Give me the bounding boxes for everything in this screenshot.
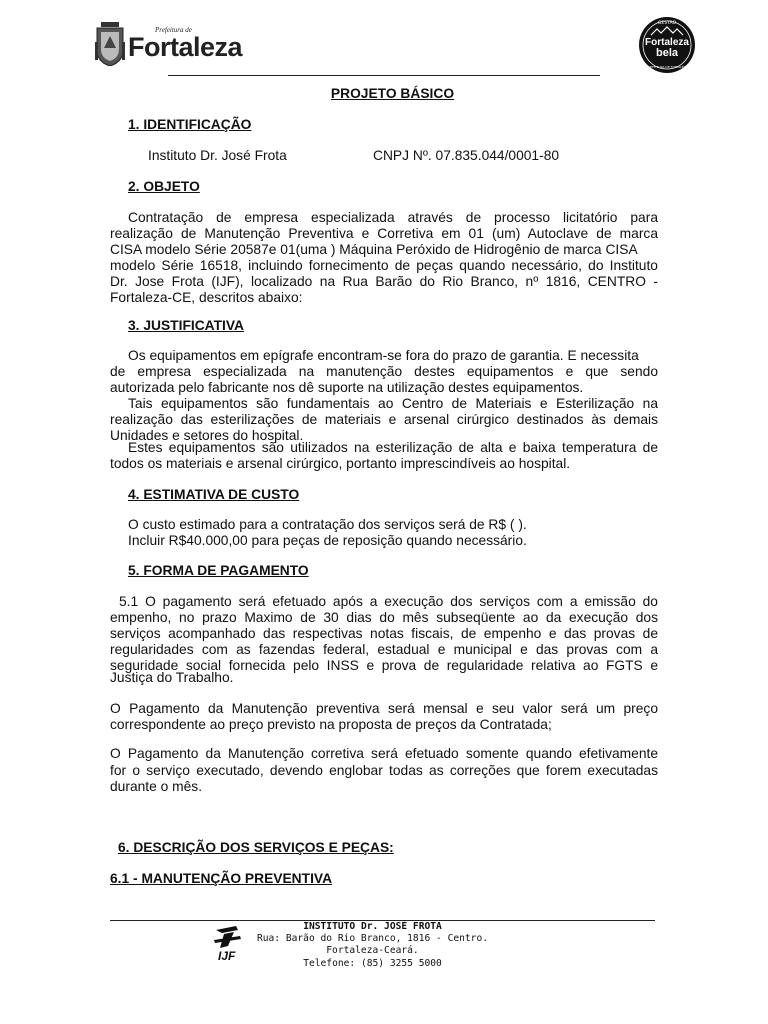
objeto-line: Fortaleza-CE, descritos abaixo: bbox=[110, 290, 303, 305]
pagamento-line: seguridade social fornecida pelo INSS e prova de regularidade relativa ao FGTS e bbox=[110, 658, 658, 673]
section-1-heading: 1. IDENTIFICAÇÃO bbox=[128, 117, 252, 132]
justificativa-line: Tais equipamentos são fundamentais ao Centro de Materiais e Esterilização na bbox=[128, 396, 658, 411]
badge-top-text: GESTÃO bbox=[657, 21, 677, 26]
footer-city: Fortaleza-Ceará. bbox=[326, 945, 419, 957]
section-4-heading: 4. ESTIMATIVA DE CUSTO bbox=[128, 487, 300, 502]
objeto-line: Contratação de empresa especializada através de processo licitatório para bbox=[128, 210, 658, 225]
document-title: PROJETO BÁSICO bbox=[330, 86, 455, 101]
custo-line: Incluir R$40.000,00 para peças de reposição quando necessário. bbox=[128, 533, 527, 548]
justificativa-line: todos os materiais e arsenal cirúrgico, portanto imprescindíveis ao hospital. bbox=[110, 456, 571, 471]
pagamento-corretiva-line: O Pagamento da Manutenção corretiva será efetuado somente quando efetivamente bbox=[110, 746, 658, 761]
pagamento-line: empenho, no prazo Maximo de 30 dias do mês subseqüente ao da execução dos bbox=[110, 610, 658, 625]
pagamento-line: serviços acompanhado das respectivas notas fiscais, de empenho e das provas de bbox=[110, 626, 658, 641]
badge-bottom-text: PREFEITURA DE FORTALEZA bbox=[646, 65, 688, 69]
city-name-label: Fortaleza bbox=[128, 32, 243, 62]
justificativa-line: autorizada pelo fabricante nos dê suporte na utilização destes equipamentos. bbox=[110, 380, 584, 395]
letterhead bbox=[0, 0, 768, 80]
objeto-line: realização de Manutenção Preventiva e Corretiva em 01 (um) Autoclave de marca bbox=[110, 226, 658, 241]
justificativa-line: Estes equipamentos são utilizados na esterilização de alta e baixa temperatura de bbox=[128, 440, 658, 455]
objeto-line: Dr. Jose Frota (IJF), localizado na Rua Barão do Rio Branco, nº 1816, CENTRO - bbox=[110, 274, 658, 289]
justificativa-line: de empresa especializada na manutenção destes equipamentos e que sendo bbox=[110, 364, 658, 379]
city-small-label: Prefeitura de bbox=[155, 26, 192, 34]
justificativa-line: Unidades e setores do hospital. bbox=[110, 428, 304, 443]
pagamento-line: regularidades com as fazendas federal, estadual e municipal e das provas com a bbox=[110, 642, 658, 657]
header-divider bbox=[168, 75, 600, 76]
institution-name: Instituto Dr. José Frota bbox=[148, 148, 287, 163]
fortaleza-bela-badge bbox=[637, 15, 697, 75]
ijf-logo-text: IJF bbox=[218, 949, 236, 963]
city-crest-icon bbox=[95, 22, 125, 66]
objeto-line: modelo Série 16518, incluindo fornecimento de peças quando necessário, do Instituto bbox=[110, 258, 658, 273]
prefeitura-fortaleza-logo bbox=[95, 22, 265, 68]
pagamento-line: Justiça do Trabalho. bbox=[110, 670, 234, 685]
section-6-1-heading: 6.1 - MANUTENÇÃO PREVENTIVA bbox=[110, 871, 333, 886]
section-2-heading: 2. OBJETO bbox=[128, 179, 200, 194]
cnpj-number: CNPJ Nº. 07.835.044/0001-80 bbox=[373, 148, 560, 163]
pagamento-preventiva-line: correspondente ao preço previsto na proposta de preços da Contratada; bbox=[110, 717, 552, 732]
pagamento-corretiva-line: for o serviço executado, devendo englobar todas as correções que forem executadas bbox=[110, 763, 658, 778]
badge-line1: Fortaleza bbox=[645, 37, 689, 48]
footer-phone: Telefone: (85) 3255 5000 bbox=[303, 957, 442, 969]
section-3-heading: 3. JUSTIFICATIVA bbox=[128, 318, 245, 333]
pagamento-line: 5.1 O pagamento será efetuado após a execução dos serviços com a emissão do bbox=[119, 594, 658, 609]
objeto-line: CISA modelo Série 20587e 01(uma ) Máquina Peróxido de Hidrogênio de marca CISA bbox=[110, 242, 638, 257]
section-6-heading: 6. DESCRIÇÃO DOS SERVIÇOS E PEÇAS: bbox=[118, 840, 394, 855]
footer-street: Rua: Barão do Rio Branco, 1816 - Centro. bbox=[256, 933, 489, 945]
badge-line2: bela bbox=[655, 47, 679, 59]
justificativa-line: Os equipamentos em epígrafe encontram-se fora do prazo de garantia. E necessita bbox=[128, 348, 639, 363]
justificativa-line: realização das esterilizações de materiais e arsenal cirúrgico destinados às demais bbox=[110, 412, 658, 427]
footer-institution: INSTITUTO Dr. JOSÉ FROTA bbox=[303, 921, 442, 932]
pagamento-corretiva-line: durante o mês. bbox=[110, 779, 203, 794]
footer-address bbox=[240, 921, 505, 970]
pagamento-preventiva-line: O Pagamento da Manutenção preventiva será mensal e seu valor será um preço bbox=[110, 701, 658, 716]
custo-line: O custo estimado para a contratação dos serviços será de R$ ( ). bbox=[128, 517, 527, 532]
section-5-heading: 5. FORMA DE PAGAMENTO bbox=[128, 563, 309, 578]
